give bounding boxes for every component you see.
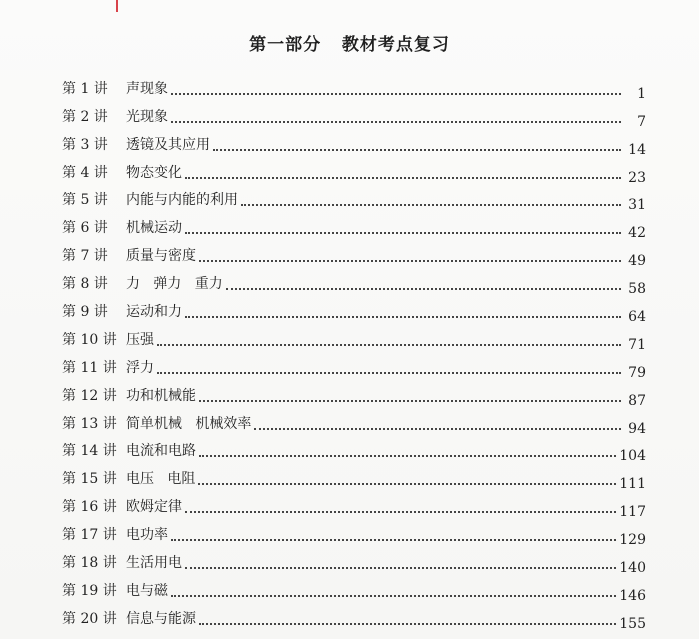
chapter-title: 声现象 bbox=[126, 80, 168, 97]
toc-row bbox=[62, 460, 646, 493]
chapter-number: 第 13 讲 bbox=[62, 415, 117, 432]
chapter-title: 内能与内能的利用 bbox=[126, 192, 238, 209]
page-number: 31 bbox=[628, 197, 646, 214]
chapter-number: 第 2 讲 bbox=[62, 108, 108, 125]
toc-row bbox=[62, 433, 646, 465]
chapter-number: 第 5 讲 bbox=[62, 192, 108, 209]
dot-leader bbox=[199, 260, 621, 262]
chapter-title: 机械运动 bbox=[126, 220, 182, 237]
page-number: 79 bbox=[628, 364, 646, 381]
chapter-title: 生活用电 bbox=[126, 555, 182, 572]
dot-leader bbox=[185, 316, 621, 318]
page-number: 129 bbox=[619, 532, 646, 549]
toc-row bbox=[62, 488, 646, 521]
dot-leader bbox=[171, 539, 616, 541]
page-number: 42 bbox=[628, 225, 646, 242]
toc-row bbox=[62, 237, 646, 270]
chapter-title: 电流和电路 bbox=[126, 443, 196, 460]
toc-row bbox=[62, 516, 646, 549]
toc-row bbox=[62, 98, 646, 130]
chapter-title: 简单机械 机械效率 bbox=[126, 415, 252, 432]
chapter-number: 第 15 讲 bbox=[62, 471, 117, 488]
chapter-title: 光现象 bbox=[126, 108, 168, 125]
toc-row bbox=[62, 572, 646, 604]
chapter-title: 信息与能源 bbox=[126, 610, 196, 627]
toc-row bbox=[62, 544, 646, 577]
toc-row bbox=[62, 377, 646, 409]
dot-leader bbox=[157, 344, 621, 346]
chapter-number: 第 10 讲 bbox=[62, 331, 117, 348]
toc-row bbox=[62, 154, 646, 186]
chapter-title: 电压 电阻 bbox=[126, 471, 196, 488]
chapter-number: 第 1 讲 bbox=[62, 80, 108, 97]
dot-leader bbox=[198, 483, 616, 485]
page-number: 49 bbox=[628, 253, 646, 270]
page-number: 7 bbox=[637, 113, 646, 130]
chapter-number: 第 18 讲 bbox=[62, 555, 117, 572]
page-number: 71 bbox=[628, 336, 646, 353]
chapter-title: 电与磁 bbox=[126, 582, 168, 599]
dot-leader bbox=[171, 595, 616, 597]
page-number: 14 bbox=[628, 141, 646, 158]
chapter-title: 浮力 bbox=[126, 359, 154, 376]
page-number: 87 bbox=[628, 392, 646, 409]
dot-leader bbox=[254, 428, 621, 430]
toc-row bbox=[62, 182, 646, 214]
page-number: 140 bbox=[619, 560, 646, 577]
chapter-number: 第 16 讲 bbox=[62, 499, 117, 516]
toc-row bbox=[62, 600, 646, 632]
chapter-number: 第 19 讲 bbox=[62, 582, 117, 599]
toc-row bbox=[62, 405, 646, 437]
dot-leader bbox=[171, 121, 621, 123]
page-number: 155 bbox=[619, 615, 646, 632]
dot-leader bbox=[241, 204, 621, 206]
dot-leader bbox=[226, 288, 621, 290]
toc-row bbox=[62, 321, 646, 353]
dot-leader bbox=[213, 149, 621, 151]
dot-leader bbox=[185, 232, 621, 234]
chapter-title: 质量与密度 bbox=[126, 248, 196, 265]
page-number: 104 bbox=[619, 448, 646, 465]
chapter-title: 电功率 bbox=[126, 527, 168, 544]
chapter-number: 第 14 讲 bbox=[62, 443, 117, 460]
page-number: 1 bbox=[637, 85, 646, 102]
chapter-number: 第 20 讲 bbox=[62, 610, 117, 627]
page-number: 94 bbox=[628, 420, 646, 437]
toc-row bbox=[62, 126, 646, 158]
dot-leader bbox=[185, 177, 621, 179]
chapter-title: 欧姆定律 bbox=[126, 499, 182, 516]
page-title: 第一部分 教材考点复习 bbox=[249, 35, 450, 55]
edge-mark bbox=[116, 0, 118, 12]
page-number: 64 bbox=[628, 309, 646, 326]
toc-row bbox=[62, 209, 646, 242]
page-number: 117 bbox=[619, 504, 646, 521]
toc-row bbox=[62, 349, 646, 381]
chapter-number: 第 12 讲 bbox=[62, 387, 117, 404]
chapter-number: 第 7 讲 bbox=[62, 248, 108, 265]
table-of-contents bbox=[62, 70, 646, 632]
dot-leader bbox=[199, 455, 616, 457]
page-number: 146 bbox=[619, 587, 646, 604]
chapter-number: 第 9 讲 bbox=[62, 304, 108, 321]
toc-row bbox=[62, 70, 646, 102]
chapter-number: 第 8 讲 bbox=[62, 276, 108, 293]
chapter-number: 第 3 讲 bbox=[62, 136, 108, 153]
chapter-title: 透镜及其应用 bbox=[126, 136, 210, 153]
dot-leader bbox=[157, 372, 621, 374]
chapter-title: 物态变化 bbox=[126, 164, 182, 181]
page-number: 23 bbox=[628, 169, 646, 186]
dot-leader bbox=[185, 511, 616, 513]
chapter-number: 第 6 讲 bbox=[62, 220, 108, 237]
dot-leader bbox=[199, 400, 621, 402]
chapter-number: 第 17 讲 bbox=[62, 527, 117, 544]
dot-leader bbox=[185, 567, 616, 569]
page-number: 111 bbox=[619, 476, 646, 493]
chapter-title: 压强 bbox=[126, 331, 154, 348]
page-number: 58 bbox=[628, 281, 646, 298]
toc-row bbox=[62, 293, 646, 326]
dot-leader bbox=[199, 623, 616, 625]
chapter-title: 力 弹力 重力 bbox=[126, 276, 223, 293]
chapter-title: 运动和力 bbox=[126, 304, 182, 321]
chapter-number: 第 11 讲 bbox=[62, 359, 117, 376]
chapter-title: 功和机械能 bbox=[126, 387, 196, 404]
dot-leader bbox=[171, 93, 621, 95]
toc-row bbox=[62, 265, 646, 298]
chapter-number: 第 4 讲 bbox=[62, 164, 108, 181]
